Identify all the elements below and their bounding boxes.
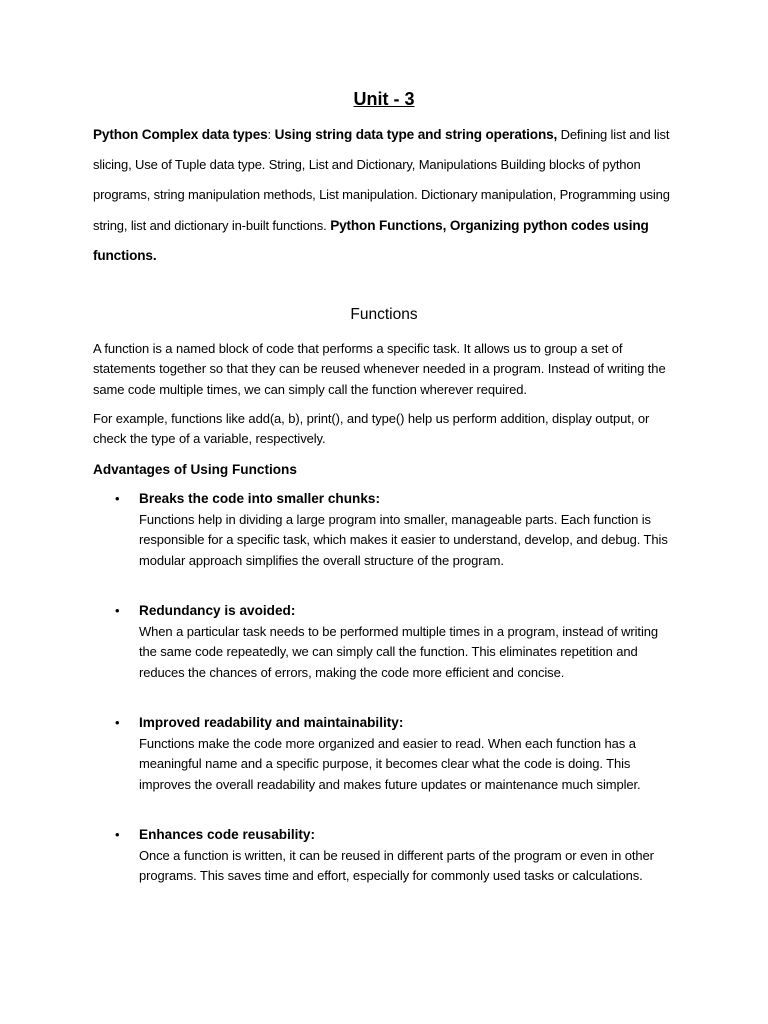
- list-item-body: When a particular task needs to be performed multiple times in a program, instead of writing the same code repeatedly, we can simply call the function. This eliminates repetition and reduces the chances of errors, making the code more efficient and concise.: [139, 624, 658, 680]
- syllabus-bold-tail: Python Functions, Organizing python codes using functions.: [93, 217, 649, 263]
- example-paragraph: For example, functions like add(a, b), print(), and type() help us perform addition, display output, or check the type of a variable, respectively.: [93, 411, 650, 447]
- syllabus-bold-lead-2: Using string data type and string operations,: [270, 127, 558, 142]
- bullet-icon: •: [115, 715, 120, 730]
- list-item-body: Functions help in dividing a large program into smaller, manageable parts. Each function is responsible for a specific task, which makes it easier to understand, develop, and debug. This modular approach simplifies the overall structure of the program.: [139, 512, 668, 568]
- list-item-body: Functions make the code more organized and easier to read. When each function has a meaningful name and a specific purpose, it becomes clear what the code is doing. This improves the overall readability and makes future updates or maintenance much simpler.: [139, 736, 641, 792]
- bullet-icon: •: [115, 827, 120, 842]
- bullet-icon: •: [115, 603, 120, 618]
- syllabus-text: Defining list and list slicing, Use of Tuple data type. String, List and Dictionary, Manipulations Building blocks of python programs, string manipulation methods, List manipulation. Dictionary manipulation, Programming using string, list and dictionary in-built functions.: [93, 127, 670, 233]
- section-title-functions: Functions: [350, 306, 418, 323]
- advantages-heading: Advantages of Using Functions: [93, 462, 297, 477]
- syllabus-colon: :: [267, 127, 271, 142]
- list-item-heading: Redundancy is avoided:: [139, 603, 296, 618]
- list-item-heading: Breaks the code into smaller chunks:: [139, 491, 380, 506]
- list-item-body: Once a function is written, it can be reused in different parts of the program or even in other programs. This saves time and effort, especially for commonly used tasks or calculations.: [139, 848, 654, 884]
- bullet-icon: •: [115, 491, 120, 506]
- unit-title: Unit - 3: [353, 89, 415, 109]
- list-item-heading: Enhances code reusability:: [139, 827, 316, 842]
- list-item-heading: Improved readability and maintainability:: [139, 715, 404, 730]
- syllabus-bold-lead: Python Complex data types: [93, 127, 268, 142]
- intro-paragraph: A function is a named block of code that performs a specific task. It allows us to group a set of statements together so that they can be reused whenever needed in a program. Instead of writing the same code multiple times, we can simply call the function wherever required.: [93, 341, 666, 397]
- syllabus-paragraph: [93, 120, 678, 271]
